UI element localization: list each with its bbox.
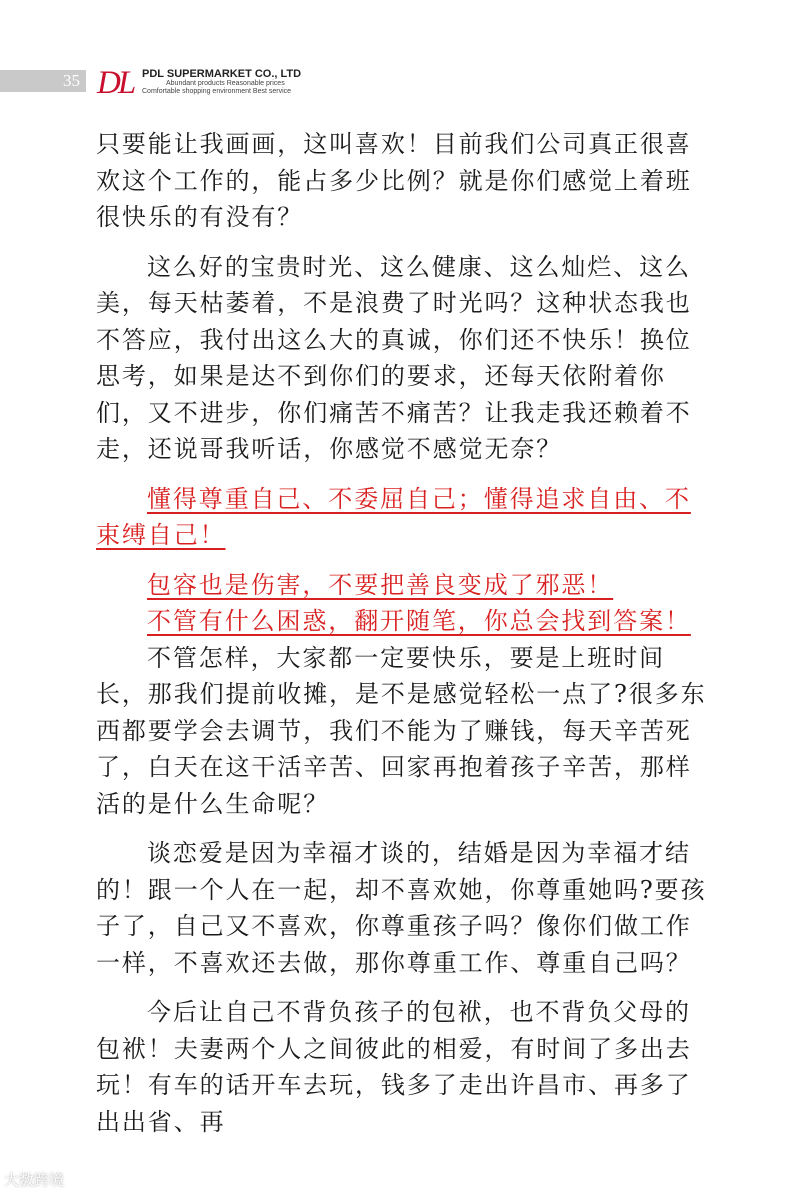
highlight-quote-3 [96,603,708,640]
paragraph-2: 这么好的宝贵时光、这么健康、这么灿烂、这么美，每天枯萎着，不是浪费了时光吗？这种状态我也不答应，我付出这么大的真诚，你们还不快乐！换位思考，如果是达不到你们的要求，还每天依附着你们，又不进步，你们痛苦不痛苦？让我走我还赖着不走，还说哥我听话，你感觉不感觉无奈？ [96,252,692,463]
highlight-quote-text: 懂得尊重自己、不委屈自己；懂得追求自由、不束缚自己！ [96,484,691,549]
paragraph-1: 只要能让我画画，这叫喜欢！目前我们公司真正很喜欢这个工作的，能占多少比例？就是你们感觉上着班很快乐的有没有？ [96,130,692,231]
paragraph-3: 不管怎样，大家都一定要快乐，要是上班时间长，那我们提前收摊，是不是感觉轻松一点了?很多东西都要学会去调节，我们不能为了赚钱，每天辛苦死了，白天在这干活辛苦、回家再抱着孩子辛苦，那样活的是什么生命呢？ [96,643,707,818]
highlight-quote-text: 不管有什么困惑，翻开随笔，你总会找到答案！ [147,607,691,635]
page-number: 35 [63,71,80,90]
company-logo [96,64,138,98]
watermark: 大数跨境 [4,1171,65,1189]
highlight-quote-1 [96,481,708,554]
company-tagline-2: Comfortable shopping environment Best service [142,88,292,95]
company-header [142,68,301,96]
paragraph-4: 谈恋爱是因为幸福才谈的，结婚是因为幸福才结的！跟一个人在一起，却不喜欢她，你尊重她吗?要孩子了，自己又不喜欢，你尊重孩子吗？像你们做工作一样，不喜欢还去做，那你尊重工作、尊重自己吗？ [96,839,707,977]
highlight-quote-2 [96,567,708,604]
body-text [96,126,708,1140]
page-number-tab [0,70,86,92]
logo-text: DL [97,65,134,98]
highlight-quote-text: 包容也是伤害，不要把善良变成了邪恶！ [147,570,614,599]
paragraph-5: 今后让自己不背负孩子的包袱，也不背负父母的包袱！夫妻两个人之间彼此的相爱，有时间了多出去玩！有车的话开车去玩，钱多了走出许昌市、再多了出出省、再 [96,998,692,1136]
company-name: PDL SUPERMARKET CO., LTD [142,68,302,80]
company-tagline-1: Abundant products Reasonable prices [166,80,285,87]
